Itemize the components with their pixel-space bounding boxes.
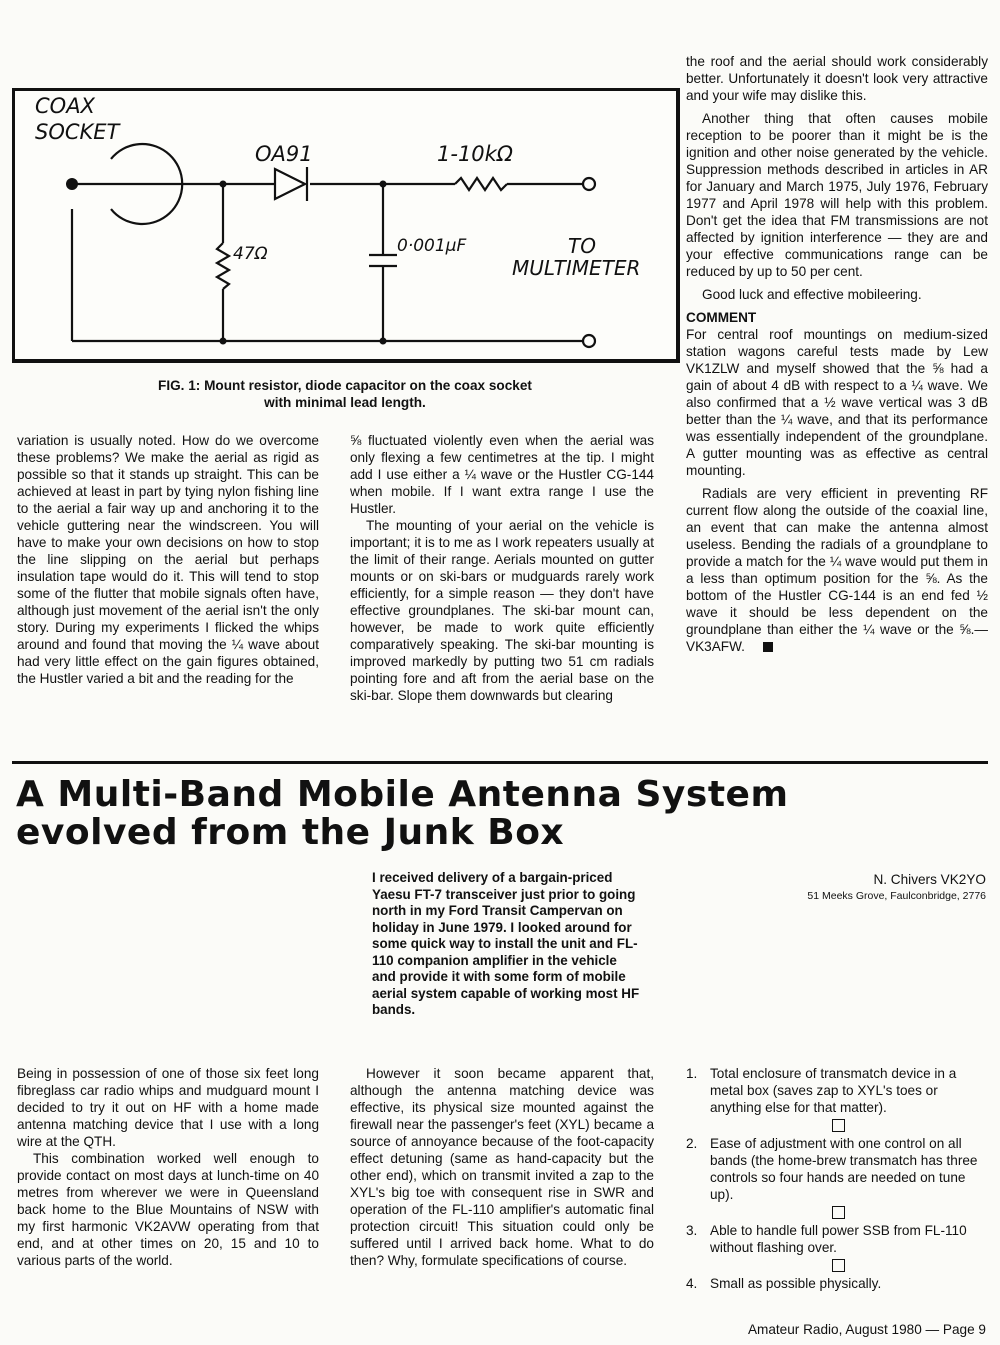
paragraph — [686, 485, 988, 655]
circuit-schematic — [15, 91, 676, 359]
section-divider — [12, 761, 988, 764]
article-headline — [16, 776, 976, 852]
headline-line-2: evolved from the Junk Box — [16, 812, 565, 853]
paragraph: However it soon became apparent that, although the antenna matching device was effective, its physical size mounted against the firewall near the passenger's feet (XYL) became a source of annoyance because of the foot-capacity effect detuning (same as hand-capacity but the other end), which on transmit invited a zap to the XYL's big toe with consequent rise in SWR and operation of the FL-110 amplifier's automatic final protection circuit! This situation could only be suffered until I arrived back home. What to do then? Why, formulate specifications of course. — [350, 1066, 654, 1268]
output-terminal-top — [583, 178, 595, 190]
item-number: 2. — [686, 1136, 698, 1151]
shunt-resistor-symbol — [217, 243, 229, 289]
paragraph-text: Radials are very efficient in preventing RF current flow along the outside of the coaxial line, an event that can make the antenna almost useless. Bending the radials of a groundplane to provide a match for the ¼ wave would put them in a less than optimum position for the ⅝. As the bottom of the Hustler CG-144 is an end fed ½ wave it should be less dependent on the groundplane than either the ¼ wave or the ⅝.—VK3AFW. — [686, 486, 988, 654]
article-column-1 — [17, 1065, 319, 1269]
specifications-list — [686, 1065, 988, 1292]
label-to: TO — [568, 234, 596, 258]
author-name: N. Chivers VK2YO — [873, 872, 986, 887]
item-number: 1. — [686, 1066, 698, 1081]
paragraph: Good luck and effective mobileering. — [702, 287, 922, 302]
column-2 — [350, 432, 654, 704]
column-3 — [686, 53, 988, 655]
paragraph: This combination worked well enough to provide contact on most days at lunch-time on 40 metres from wherever we were in Queensland back home to the Blue Mountains of NSW with my first harmonic VK2AVW operating from that end, and at other times on 20, 15 and 10 to various parts of the world. — [17, 1151, 319, 1268]
item-number: 4. — [686, 1276, 698, 1291]
label-multimeter: MULTIMETER — [512, 256, 641, 280]
paragraph: ⅝ fluctuated violently even when the aerial was only flexing a few centimetres at the tip. I might add I use either a ¼ wave or the Hustler CG-144 when mobile. If I want extra range I use the Hustler. — [350, 433, 654, 516]
paragraph: Being in possession of one of those six feet long fibreglass car radio whips and mudguard mount I decided to try it out on HF with a home made antenna matching device that I use with a long wire at the QTH. — [17, 1066, 319, 1149]
item-number: 3. — [686, 1223, 698, 1238]
list-item — [686, 1222, 988, 1256]
separator-box-icon — [832, 1259, 845, 1272]
paragraph: variation is usually noted. How do we overcome these problems? We make the aerial as rigid as possible so that it stands up straight. This can be achieved at least in part by tying nylon fishing line to the aerial a fair way up and anchoring it to the vehicle guttering near the windscreen. You will have to make your own decisions on how to stop the line slipping on the aerial but perhaps insulation tape would do it. This will tend to stop some of the flutter that mobile signals often have, although just movement of the aerial isn't the only story. During my experiments I flicked the whips around and found that moving the ¼ wave about had very little effect on the gain figures obtained, the Hustler varied a bit and the reading for the — [17, 433, 319, 686]
page-footer: Amateur Radio, August 1980 — Page 9 — [747, 1322, 986, 1337]
paragraph: The mounting of your aerial on the vehicle is important; it is to me as I work repeaters usually at the limit of their range. Aerials mounted on gutter mounts or on ski-bars or mudguards rarely work efficiently, for a simple reason — they don't have effective groundplanes. The ski-bar mount can, however, be made to work quite efficiently comparatively speaking. The ski-bar mounting is improved markedly by putting two 51 cm radials pointing fore and aft from the aerial base on the ski-bar. Slope them downwards but clearing — [350, 518, 654, 703]
column-1 — [17, 432, 319, 687]
paragraph: For central roof mountings on medium-sized station wagons careful tests made by Lew VK1ZLW and myself showed that the ⅝ had a gain of about 4 dB with respect to a ¼ wave. We also confirmed that a ½ wave vertical was 3 dB better than the ¼ wave, and that its performance was essentially independent of the groundplane. A gutter mounting was as effective as central mounting. — [686, 327, 988, 478]
author-address: 51 Meeks Grove, Faulconbridge, 2776 — [807, 890, 986, 902]
item-text: Able to handle full power SSB from FL-110 without flashing over. — [710, 1223, 967, 1255]
figure-caption: FIG. 1: Mount resistor, diode capacitor on the coax socket with minimal lead length. — [158, 378, 532, 410]
label-series-resistor: 1-10kΩ — [437, 142, 513, 166]
author-block — [807, 872, 986, 902]
label-socket: SOCKET — [35, 120, 120, 144]
item-text: Small as possible physically. — [710, 1276, 882, 1291]
label-coax: COAX — [35, 94, 95, 118]
diode-symbol — [275, 169, 305, 199]
label-capacitor: 0·001µF — [397, 236, 467, 256]
label-diode: OA91 — [255, 142, 313, 166]
list-item — [686, 1135, 988, 1203]
item-text: Total enclosure of transmatch device in a metal box (saves zap to XYL's toes or anything else for that matter). — [710, 1066, 957, 1115]
separator-box-icon — [832, 1206, 845, 1219]
paragraph: Another thing that often causes mobile reception to be poorer than it might be is the ignition and other noise generated by the vehicle. Suppression methods described in articles in AR for January and March 1975, July 1976, February 1977 and April 1978 will help with this problem. Don't get the idea that FM transmissions are not affected by ignition interference — they are and your effective communications range can be reduced by up to 50 per cent. — [686, 111, 988, 279]
output-terminal-bottom — [583, 335, 595, 347]
article-intro: I received delivery of a bargain-priced Yaesu FT-7 transceiver just prior to going north in my Ford Transit Campervan on holiday in June 1979. I looked around for some quick way to install the unit and FL-110 companion amplifier in the vehicle and provide it with some form of mobile aerial system capable of working most HF bands. — [372, 870, 640, 1017]
paragraph: the roof and the aerial should work considerably better. Unfortunately it doesn't look very attractive and your wife may dislike this. — [686, 54, 988, 103]
end-of-article-mark — [763, 642, 773, 652]
separator-box-icon — [832, 1119, 845, 1132]
item-text: Ease of adjustment with one control on all bands (the home-brew transmatch has three controls so four hands are needed on tune up). — [710, 1136, 978, 1202]
list-item — [686, 1275, 988, 1292]
circuit-diagram — [12, 88, 680, 363]
series-resistor-symbol — [455, 178, 507, 190]
coax-center-pin — [66, 178, 78, 190]
article-column-2 — [350, 1065, 654, 1269]
comment-heading: COMMENT — [686, 310, 757, 325]
headline-line-1: A Multi-Band Mobile Antenna System — [16, 774, 789, 815]
label-shunt-resistor: 47Ω — [233, 244, 268, 264]
list-item — [686, 1065, 988, 1116]
